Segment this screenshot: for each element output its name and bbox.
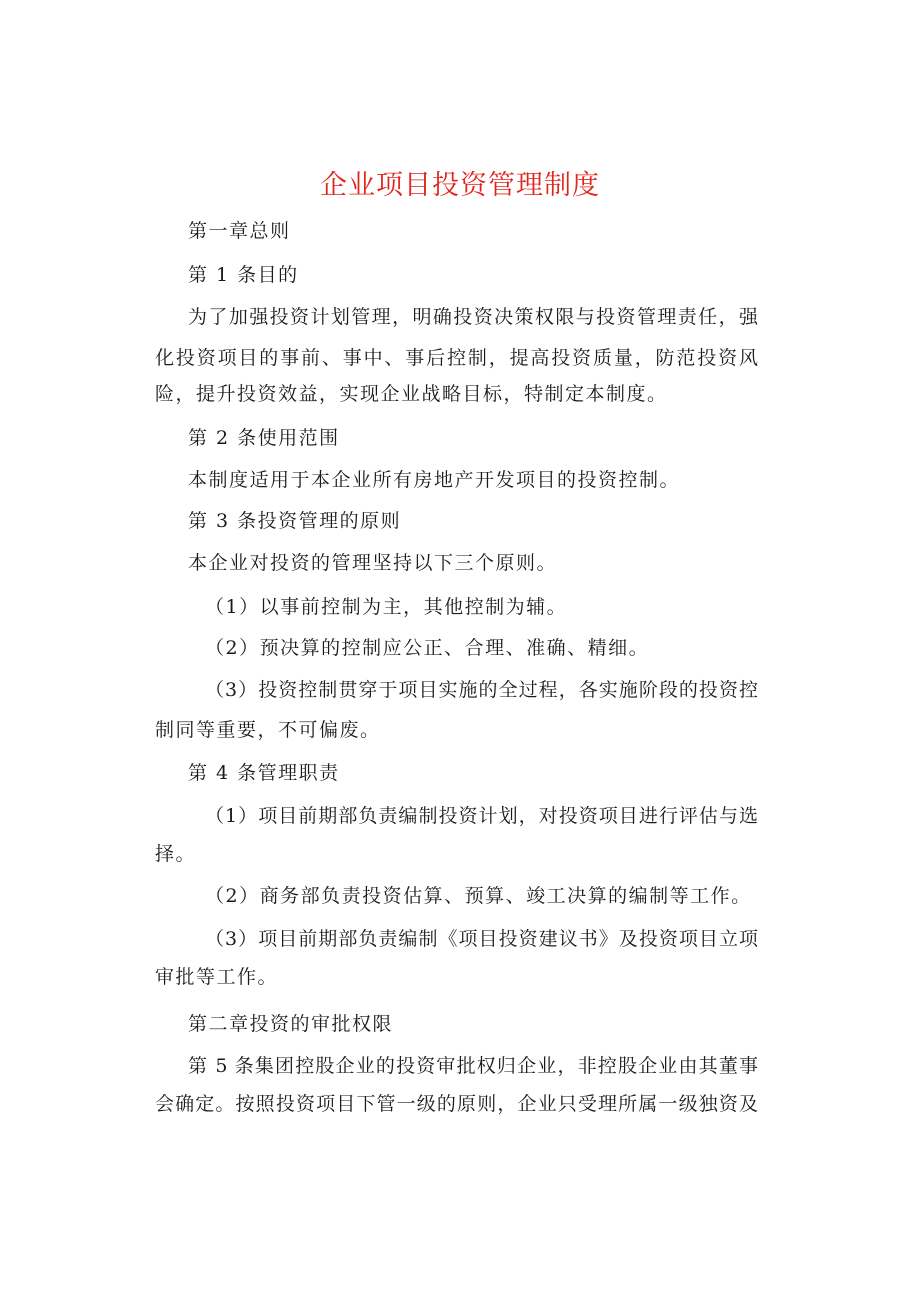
paragraph-line: 会确定。按照投资项目下管一级的原则，企业只受理所属一级独资及: [155, 1093, 758, 1115]
chapter-heading: 第二章投资的审批权限: [188, 1013, 394, 1035]
article-heading: 第 1 条目的: [188, 264, 299, 286]
paragraph-line: 为了加强投资计划管理，明确投资决策权限与投资管理责任，强: [188, 306, 758, 328]
list-item: （1）项目前期部负责编制投资计划，对投资项目进行评估与选: [205, 805, 758, 827]
list-item: （3）项目前期部负责编制《项目投资建议书》及投资项目立项: [205, 928, 758, 950]
list-item: （2）预决算的控制应公正、合理、准确、精细。: [205, 637, 650, 659]
paragraph-line: 本企业对投资的管理坚持以下三个原则。: [188, 552, 558, 574]
paragraph-line: 险，提升投资效益，实现企业战略目标，特制定本制度。: [155, 383, 668, 405]
document-title: 企业项目投资管理制度: [320, 170, 600, 201]
article-heading: 第 3 条投资管理的原则: [188, 510, 402, 532]
article-heading: 第 4 条管理职责: [188, 762, 340, 784]
list-item: （2）商务部负责投资估算、预算、竣工决算的编制等工作。: [205, 885, 752, 907]
list-item-continuation: 制同等重要，不可偏废。: [155, 719, 381, 741]
paragraph-line: 化投资项目的事前、事中、事后控制，提高投资质量，防范投资风: [155, 347, 758, 369]
article-heading: 第 2 条使用范围: [188, 427, 340, 449]
list-item-continuation: 审批等工作。: [155, 966, 279, 988]
list-item-continuation: 择。: [155, 843, 197, 865]
list-item: （3）投资控制贯穿于项目实施的全过程，各实施阶段的投资控: [205, 679, 758, 701]
chapter-heading: 第一章总则: [188, 220, 291, 242]
paragraph-line: 第 5 条集团控股企业的投资审批权归企业，非控股企业由其董事: [188, 1055, 758, 1077]
list-item: （1）以事前控制为主，其他控制为辅。: [205, 596, 568, 618]
paragraph-line: 本制度适用于本企业所有房地产开发项目的投资控制。: [188, 469, 681, 491]
